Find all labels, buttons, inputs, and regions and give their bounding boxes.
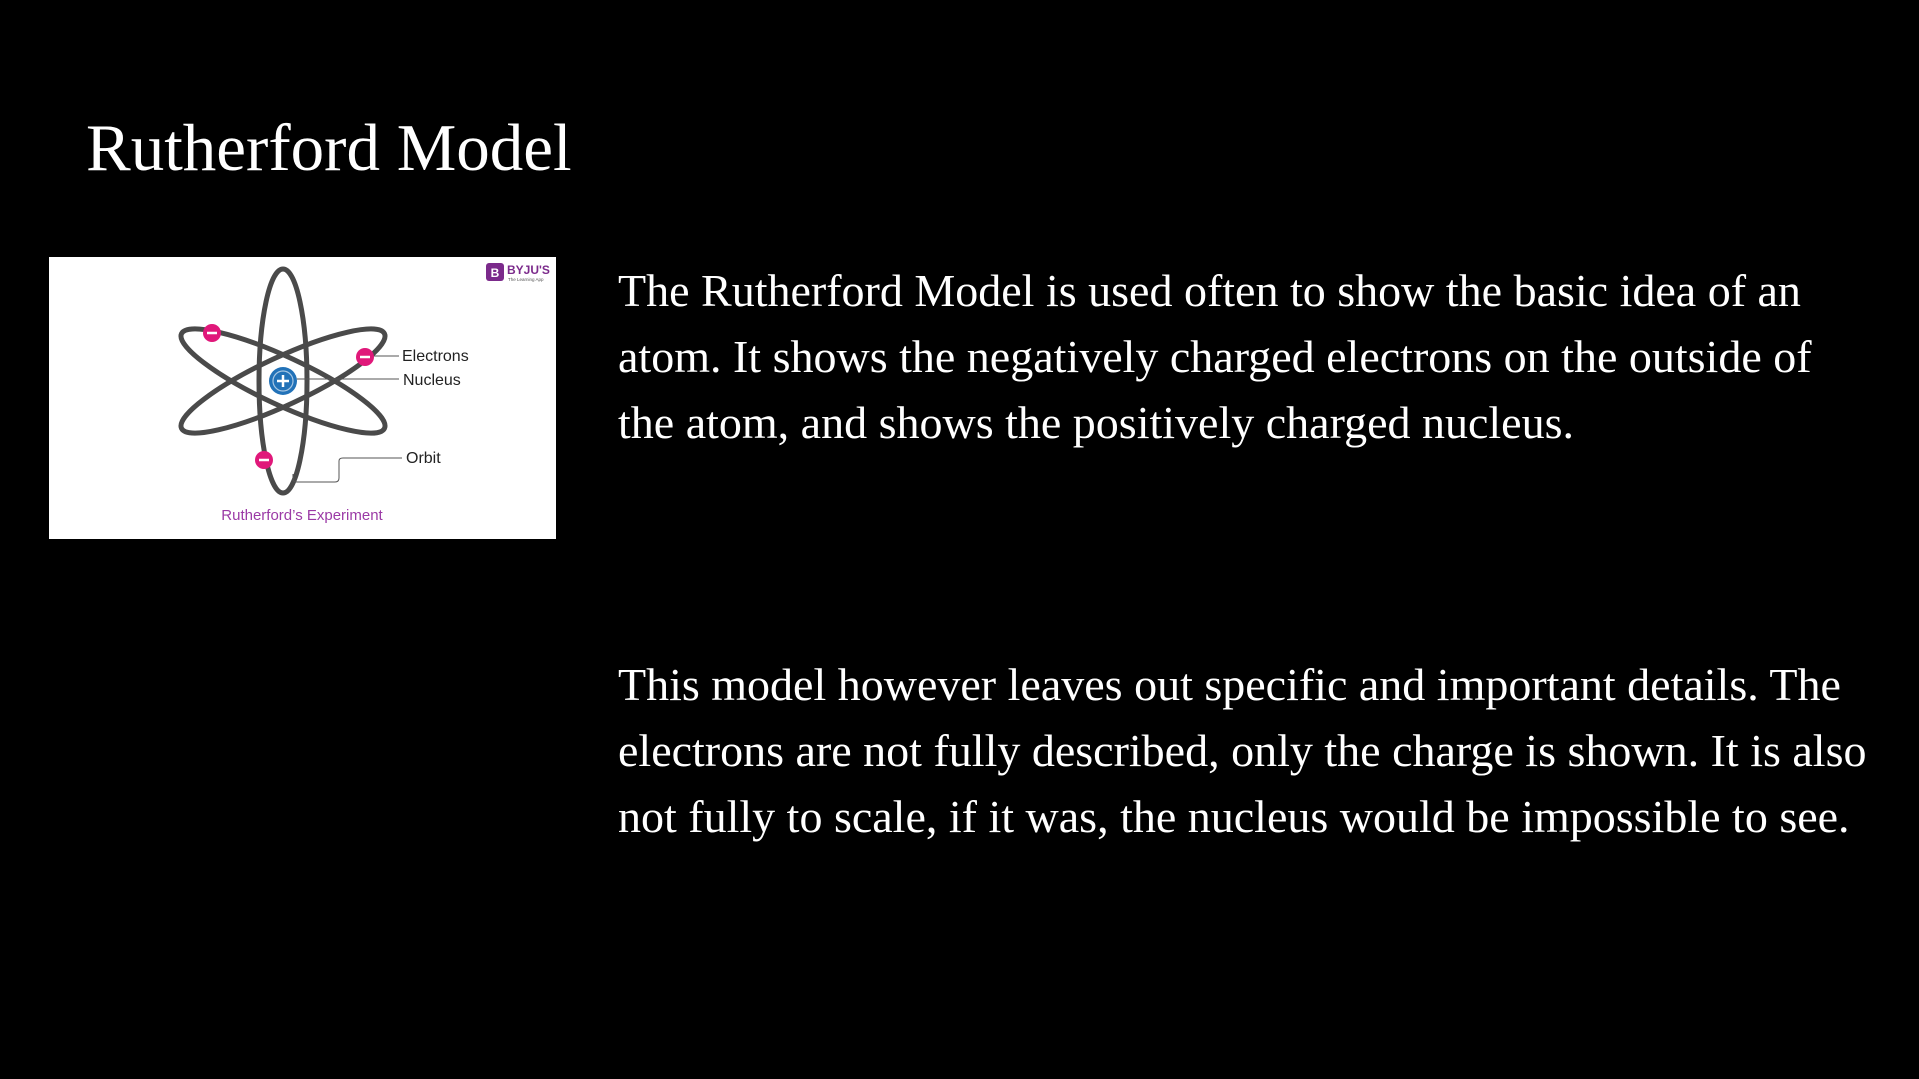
electron: [203, 324, 221, 342]
brand-name: BYJU'S: [507, 263, 550, 277]
electron: [255, 451, 273, 469]
brand-logo: [486, 263, 550, 282]
atom-diagram: [49, 257, 556, 539]
electrons-label: Electrons: [402, 348, 469, 365]
paragraph-limitations: This model however leaves out specific and important details. The electrons are not fully described, only the charge is shown. It is also not fully to scale, if it was, the nucleus would be impossible to see.: [618, 659, 1867, 842]
electron: [356, 348, 374, 366]
paragraph-intro: The Rutherford Model is used often to show the basic idea of an atom. It shows the negatively charged electrons on the outside of the atom, and shows the positively charged nucleus.: [618, 265, 1812, 448]
figure-caption: Rutherford’s Experiment: [221, 507, 383, 524]
nucleus-label: Nucleus: [403, 372, 461, 389]
slide-title: Rutherford Model: [86, 111, 572, 185]
nucleus: [269, 367, 297, 395]
brand-tagline: The Learning App: [508, 277, 544, 282]
svg-text:B: B: [490, 266, 500, 280]
orbit-label: Orbit: [406, 450, 441, 467]
rutherford-atom-figure: [49, 257, 556, 539]
